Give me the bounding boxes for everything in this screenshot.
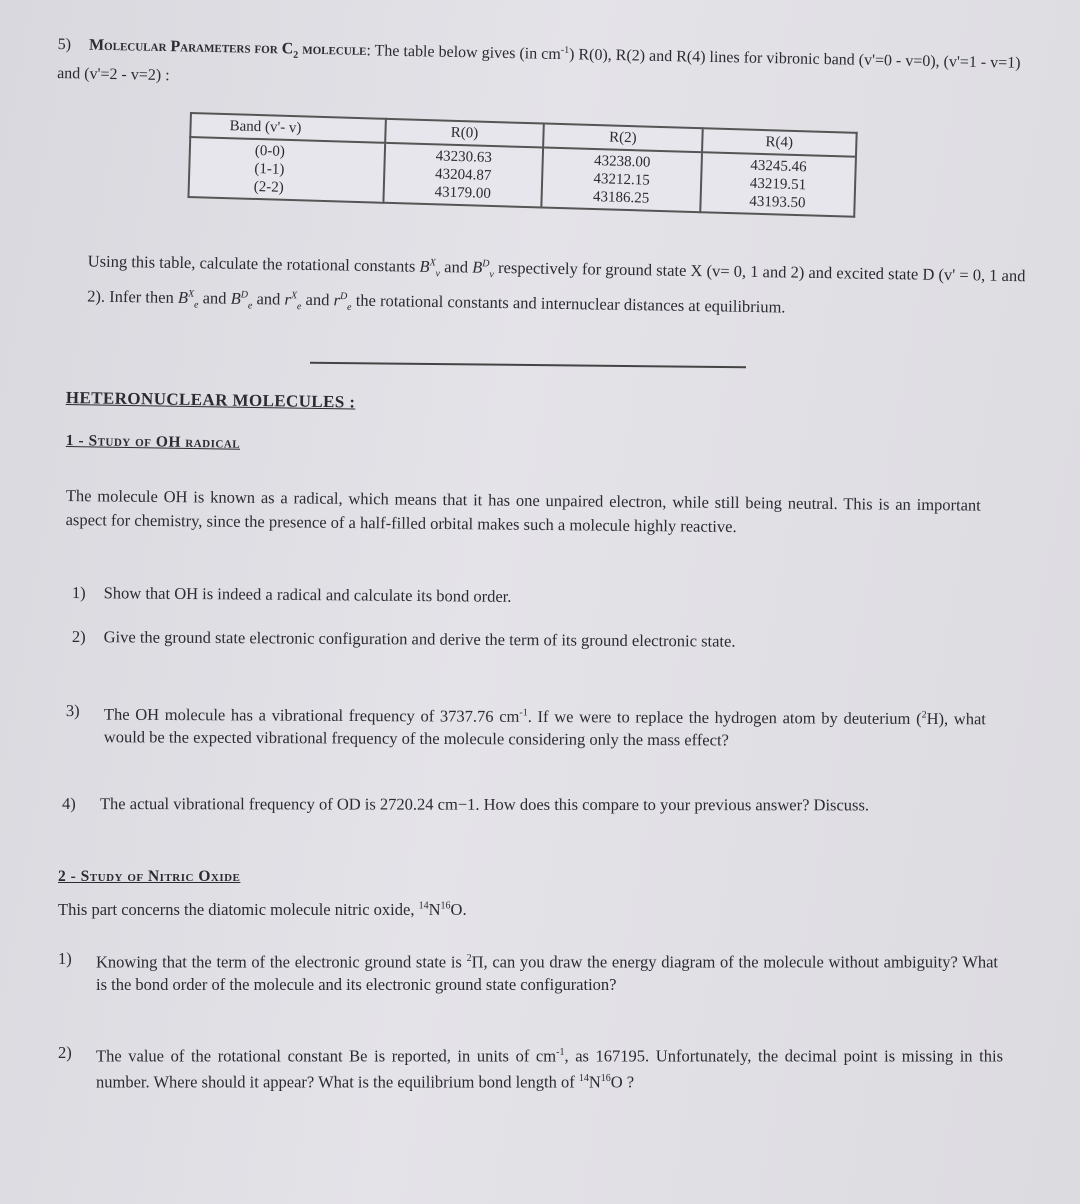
question-5-intro: 5) Molecular Parameters for $C_2$ molecule: The table below gives (in $cm^{-1}$) R(0), R(2) and R(4) lines for vibronic band (v'=0 - v=0), (v'=1 - v=1) and (v'=2 - v=2) :	[57, 36, 1021, 84]
oh-question-3: 3) The OH molecule has a vibrational frequency of 3737.76 $cm^{-1}$. If we were to replace the hydrogen atom by deuterium ($^2$H), what would be the expected vibrational frequency of the molecule considering only the mass effect?	[65, 701, 986, 749]
rotational-lines-table	[187, 112, 857, 218]
heteronuclear-heading: HETERONUCLEAR MOLECULES :	[65, 388, 356, 412]
table-cell: 43230.63	[435, 148, 493, 166]
table-cell: (0-0)	[254, 142, 286, 160]
table-header: R(4)	[702, 128, 857, 157]
section-no-heading: 2 - Study of Nitric Oxide	[58, 868, 241, 885]
oh-intro-paragraph: The molecule OH is known as a radical, which means that it has one unpaired electron, while still being neutral. This is an important aspect for chemistry, since the presence of a half-filled orbital makes such a molecule highly reactive.	[65, 485, 981, 537]
no-intro-paragraph: This part concerns the diatomic molecule nitric oxide, $^{14}N^{16}O$.	[58, 900, 467, 919]
oh-question-1: 1) Show that OH is indeed a radical and calculate its bond order.	[71, 582, 512, 606]
separator-line	[310, 362, 746, 369]
table-cell: 43179.00	[434, 184, 492, 202]
oh-question-2: 2) Give the ground state electronic configuration and derive the term of its ground electronic state.	[71, 627, 736, 651]
table-header: Band (v'- v)	[190, 113, 385, 143]
table-cell: 43212.15	[593, 171, 651, 189]
question-title: Molecular Parameters for $C_2$ molecule	[88, 36, 367, 62]
no-question-1: 1) Knowing that the term of the electronic ground state is $^2$Π, can you draw the energy diagram of the molecule without ambiguity? What is the bond order of the molecule and its electronic ground state configuration?	[58, 949, 999, 994]
table-cell: 43219.51	[749, 175, 807, 194]
section-oh-heading: 1 - Study of OH radical	[65, 432, 241, 452]
no-question-2: 2) The value of the rotational constant Be is reported, in units of $cm^{-1}$, as 167195. Unfortunately, the decimal point is missing in this number. Where should it appear? What is the equilibrium bond length of $^{14}N^{16}O$ ?	[58, 1043, 1003, 1091]
table-cell: 43186.25	[592, 188, 650, 207]
table-cell: 43245.46	[750, 157, 807, 176]
table-cell: 43238.00	[593, 153, 651, 171]
table-header: R(0)	[385, 119, 544, 148]
table-cell: 43204.87	[434, 166, 492, 184]
table-header: R(2)	[543, 124, 702, 153]
oh-question-4: 4) The actual vibrational frequency of OD is 2720.24 cm−1. How does this compare to your previous answer? Discuss.	[61, 794, 870, 815]
table-cell: (1-1)	[254, 160, 285, 178]
table-cell: 43193.50	[749, 193, 806, 212]
question-5-text: Using this table, calculate the rotational constants $B^X_v$ and $B^D_v$ respectively for ground state X (v= 0, 1 and 2) and excited state D (v' = 0, 1 and 2). Infer then $B^X_e$ and $B^D_e$ and $r^X_e$ and $r^D_e$ the rotational constants and internuclear distances at equilibrium.	[87, 251, 1026, 317]
table-cell: (2-2)	[253, 178, 285, 196]
question-number: 5)	[57, 36, 72, 54]
